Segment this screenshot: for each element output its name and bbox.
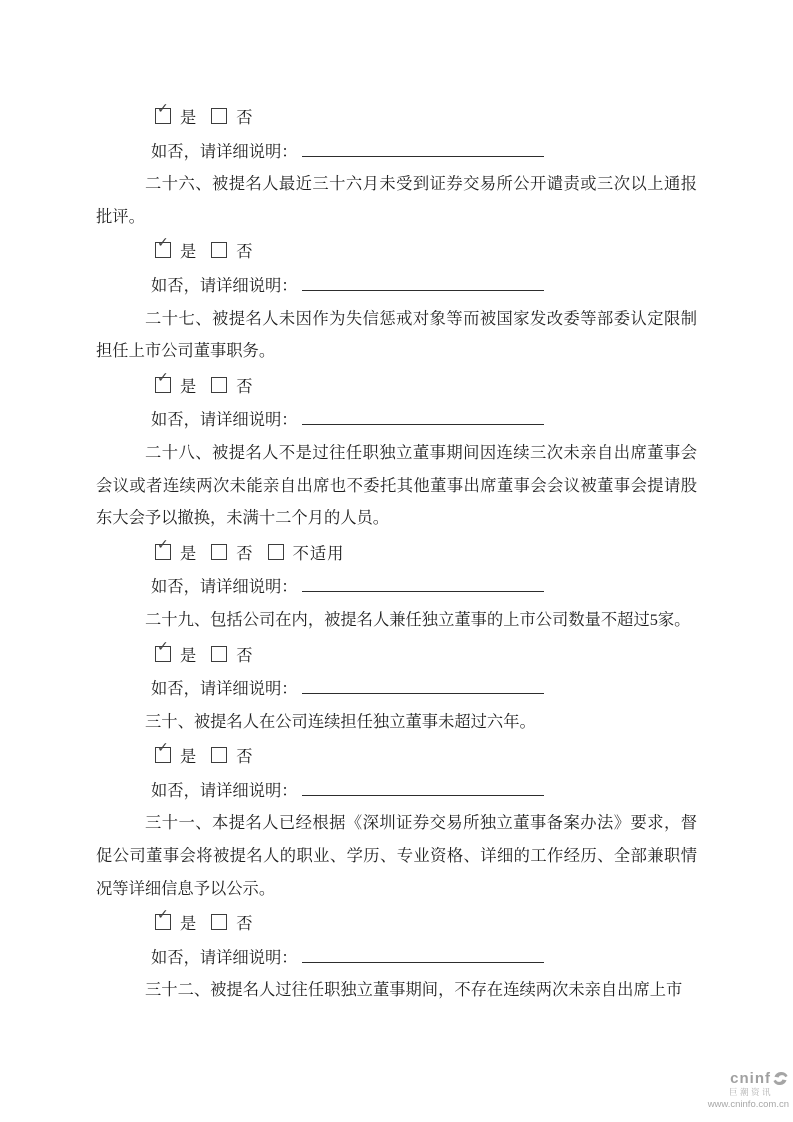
explain-label: 如否，请详细说明： [151,947,298,967]
checkbox-yes-checked[interactable] [155,369,171,393]
option-yes [155,740,198,767]
option-yes [155,101,198,127]
option-no [211,377,253,396]
option-no [211,914,253,933]
option-label: 否 [236,376,254,396]
explanation-blank-field[interactable] [302,154,544,157]
explain-label: 如否，请详细说明： [151,577,298,597]
option-yes [155,369,198,396]
explain-label: 如否，请详细说明： [151,141,298,161]
option-label: 否 [236,543,254,563]
checkbox-yes-checked[interactable] [155,907,171,930]
option-label: 否 [236,914,254,934]
option-label: 是 [180,242,198,262]
option-no [211,108,253,127]
answer-row [96,640,697,673]
option-yes [155,638,198,665]
item-paragraph: 三十二、被提名人过往任职独立董事期间，不存在连续两次未亲自出席上市 [145,980,683,1000]
checkbox-no[interactable] [211,544,227,560]
answer-row [96,908,697,941]
answer-row [96,371,697,404]
option-label: 否 [236,108,254,127]
option-yes [155,536,198,563]
option-no [211,242,253,261]
option-label: 否 [236,645,254,665]
item-paragraph: 二十九、包括公司在内，被提名人兼任独立董事的上市公司数量不超过5家。 [145,609,691,629]
explanation-blank-field[interactable] [302,691,544,694]
check-mark-icon: ✓ [157,101,169,117]
explanation-blank-field[interactable] [302,589,544,592]
explain-row [96,673,697,706]
cninfo-logo [708,1070,789,1109]
option-no [211,646,253,665]
explain-row [96,942,697,975]
check-mark-icon: ✓ [157,235,169,252]
option-label: 是 [180,747,198,767]
explanation-blank-field[interactable] [302,288,544,291]
explanation-blank-field[interactable] [302,422,544,425]
explain-row [96,775,697,808]
option-not-applicable [268,544,345,563]
explain-row [96,136,697,169]
checkbox-yes-checked[interactable] [155,740,171,763]
item-paragraph: 二十七、被提名人未因作为失信惩戒对象等而被国家发改委等部委认定限制担任上市公司董事职务。 [96,308,697,361]
check-mark-icon: ✓ [157,907,169,924]
check-mark-icon: ✓ [157,369,169,386]
checkbox-no[interactable] [211,242,227,258]
check-mark-icon: ✓ [157,740,169,757]
checkbox-no[interactable] [211,377,227,393]
explain-label: 如否，请详细说明： [151,679,298,699]
item-paragraph: 三十一、本提名人已经根据《深圳证券交易所独立董事备案办法》要求，督促公司董事会将被提名人的职业、学历、专业资格、详细的工作经历、全部兼职情况等详细信息予以公示。 [96,813,697,898]
cninfo-url: www.cninfo.com.cn [707,1098,789,1110]
answer-row [96,538,697,571]
option-label: 是 [180,914,198,934]
option-no [211,544,253,563]
checkbox-no[interactable] [211,108,227,124]
option-no [211,747,253,766]
checkbox-yes-checked[interactable] [155,101,171,124]
option-label: 否 [236,242,254,262]
explain-row [96,270,697,303]
checkbox-not-applicable[interactable] [268,544,284,560]
cninfo-logo-top [708,1070,789,1087]
answer-row [96,741,697,774]
item-paragraph: 二十八、被提名人不是过往任职独立董事期间因连续三次未亲自出席董事会会议或者连续两次未能亲自出席也不委托其他董事出席董事会会议被董事会提请股东大会予以撤换，未满十二个月的人员。 [96,442,697,528]
checkbox-no[interactable] [211,914,227,930]
document-body [96,99,697,1007]
explain-label: 如否，请详细说明： [151,410,298,430]
option-label: 是 [180,543,198,563]
check-mark-icon: ✓ [157,638,169,655]
check-mark-icon: ✓ [157,536,169,553]
explanation-blank-field[interactable] [302,960,544,963]
option-label: 是 [180,108,198,127]
cninfo-brand-text: cninf [730,1070,771,1087]
explanation-blank-field[interactable] [302,793,544,796]
checkbox-yes-checked[interactable] [155,235,171,258]
option-label: 是 [180,376,198,396]
answer-row [96,236,697,269]
checkbox-yes-checked[interactable] [155,536,171,560]
option-label: 是 [180,645,198,665]
explain-label: 如否，请详细说明： [151,780,298,800]
checkbox-yes-checked[interactable] [155,638,171,662]
item-paragraph: 三十、被提名人在公司连续担任独立董事未超过六年。 [145,711,536,731]
checkbox-no[interactable] [211,747,227,763]
option-label: 否 [236,747,254,767]
explain-label: 如否，请详细说明： [151,275,298,295]
option-yes [155,235,198,262]
option-label: 不适用 [292,543,345,563]
option-yes [155,907,198,934]
checkbox-no[interactable] [211,646,227,662]
explain-row [96,571,697,604]
cninfo-subtitle: 巨潮资讯 [728,1087,773,1097]
answer-row [96,102,697,135]
cninfo-swirl-icon [772,1070,789,1087]
item-paragraph: 二十六、被提名人最近三十六月未受到证券交易所公开谴责或三次以上通报批评。 [96,174,697,226]
explain-row [96,404,697,437]
